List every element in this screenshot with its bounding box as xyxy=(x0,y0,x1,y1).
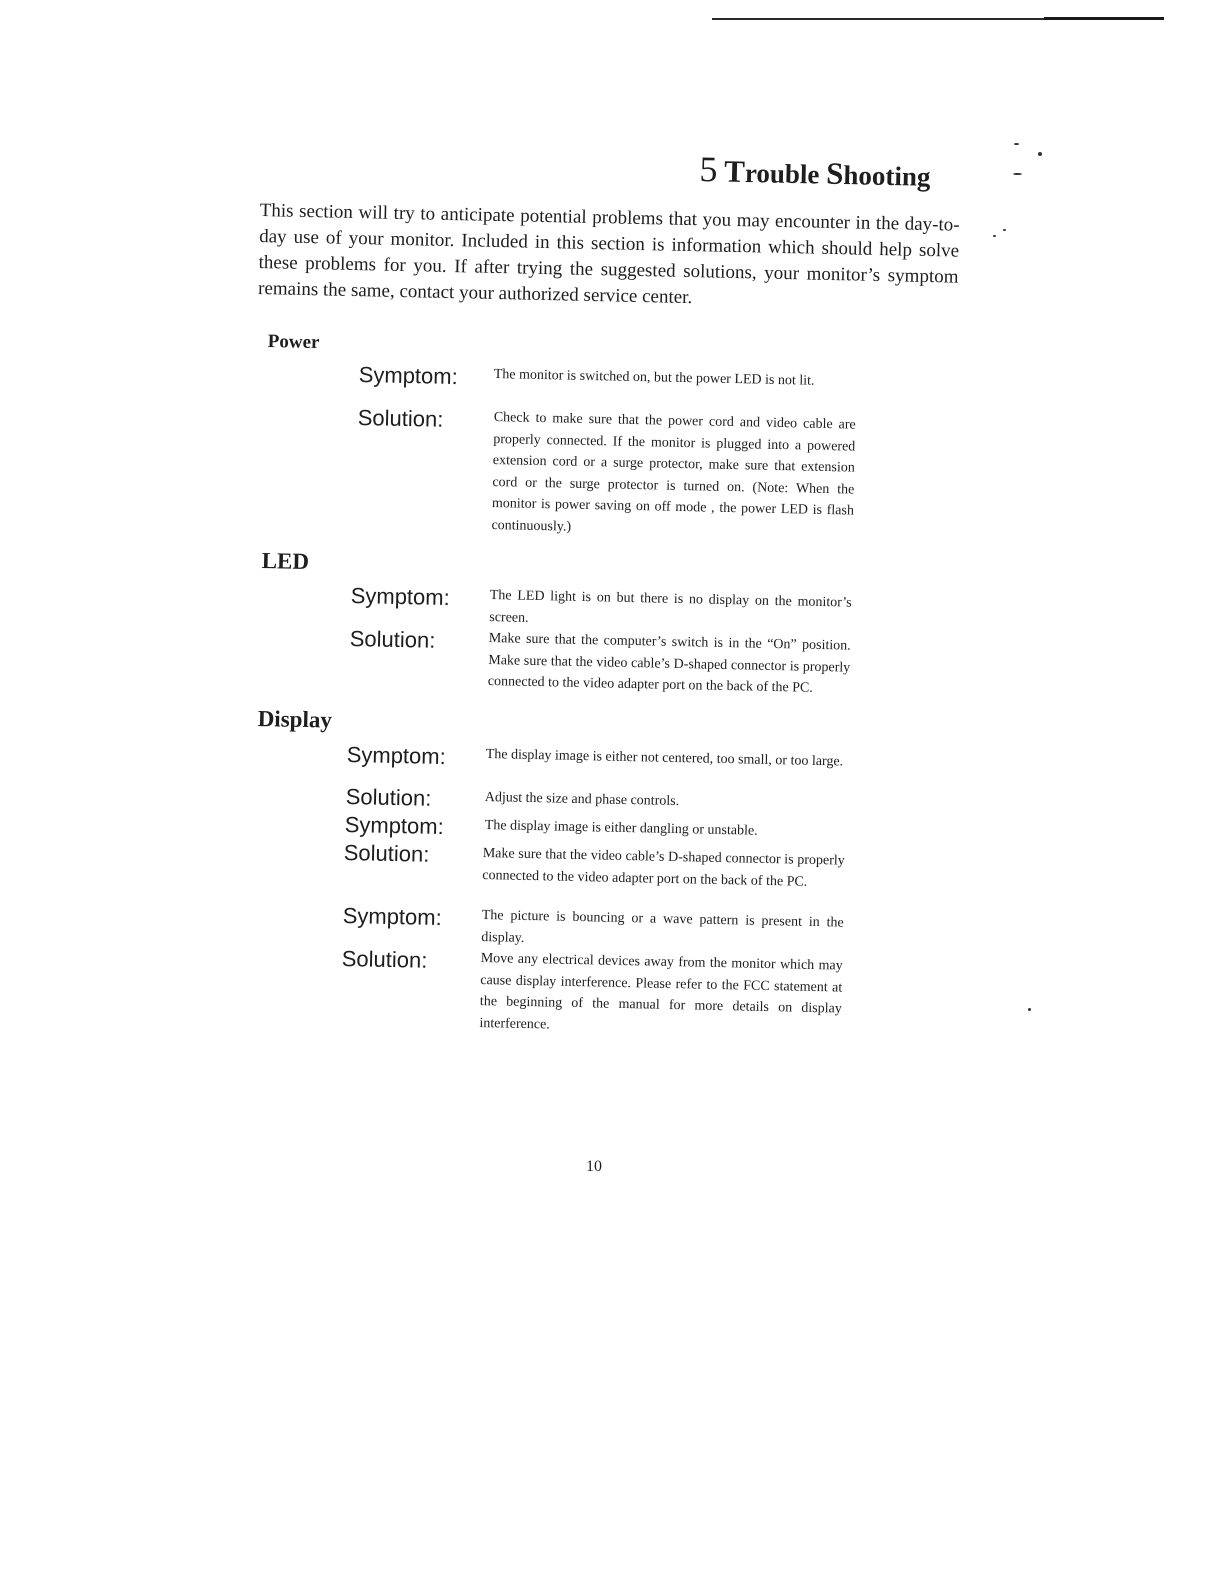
solution-text: Make sure that the video cable’s D-shaped connector is properly connected to the video adapter port on the back of the PC. xyxy=(482,845,845,890)
solution-text: Check to make sure that the power cord and video cable are properly connected. If the monitor is plugged into a powered extension cord or a surge protector, make sure that extension cord or the surge protector is turned on. (Note: When the monitor is power saving on off mode , the power LED is flash continuously.) xyxy=(491,409,856,535)
chapter-number: 5 xyxy=(699,148,718,190)
scan-speck xyxy=(1013,173,1022,175)
symptom-text: The LED light is on but there is no display on the monitor’s screen. xyxy=(489,587,852,626)
symptom-text: The picture is bouncing or a wave pattern is present in the display. xyxy=(481,907,844,946)
page-number: 10 xyxy=(586,1158,602,1175)
solution-label: Solution: xyxy=(341,946,428,973)
solution-text: Adjust the size and phase controls. xyxy=(484,789,680,810)
solution-text: Move any electrical devices away from the monitor which may cause display interference. Please refer to the FCC statement at the beginning of the manual for more details on display interference. xyxy=(479,950,843,1032)
page-title: 5 Trouble Shooting xyxy=(699,148,931,192)
section-heading-power: Power xyxy=(267,331,320,354)
scan-speck xyxy=(993,235,996,237)
solution-label: Solution: xyxy=(349,626,436,653)
scan-speck xyxy=(1014,143,1019,145)
header-rule xyxy=(712,18,1164,20)
scan-speck xyxy=(1003,229,1006,231)
symptom-label: Symptom: xyxy=(344,812,445,840)
symptom-label: Symptom: xyxy=(342,903,443,931)
symptom-label: Symptom: xyxy=(350,583,451,611)
symptom-label: Symptom: xyxy=(346,742,447,770)
section-heading-display: Display xyxy=(257,706,333,733)
symptom-text: The display image is either dangling or unstable. xyxy=(484,817,758,839)
solution-text: Make sure that the computer’s switch is in the “On” position. Make sure that the video cable’s D-shaped connector is properly connected to the video adapter port on the back of the PC. xyxy=(487,630,851,696)
intro-paragraph: This section will try to anticipate potential problems that you may encounter in the day-to-day use of your monitor. Included in this section is information which should help solve these problems for you. If after trying the suggested solutions, your monitor’s symptom remains the same, contact your authorized service center. xyxy=(257,199,960,309)
section-heading-led: LED xyxy=(261,548,310,574)
symptom-label: Symptom: xyxy=(358,362,459,390)
solution-label: Solution: xyxy=(357,405,444,432)
symptom-text: The monitor is switched on, but the power LED is not lit. xyxy=(493,366,815,389)
scan-speck xyxy=(1028,1008,1031,1011)
scan-speck xyxy=(1038,152,1042,156)
solution-label: Solution: xyxy=(345,784,432,811)
solution-label: Solution: xyxy=(343,840,430,867)
symptom-text: The display image is either not centered, too small, or too large. xyxy=(485,746,844,770)
